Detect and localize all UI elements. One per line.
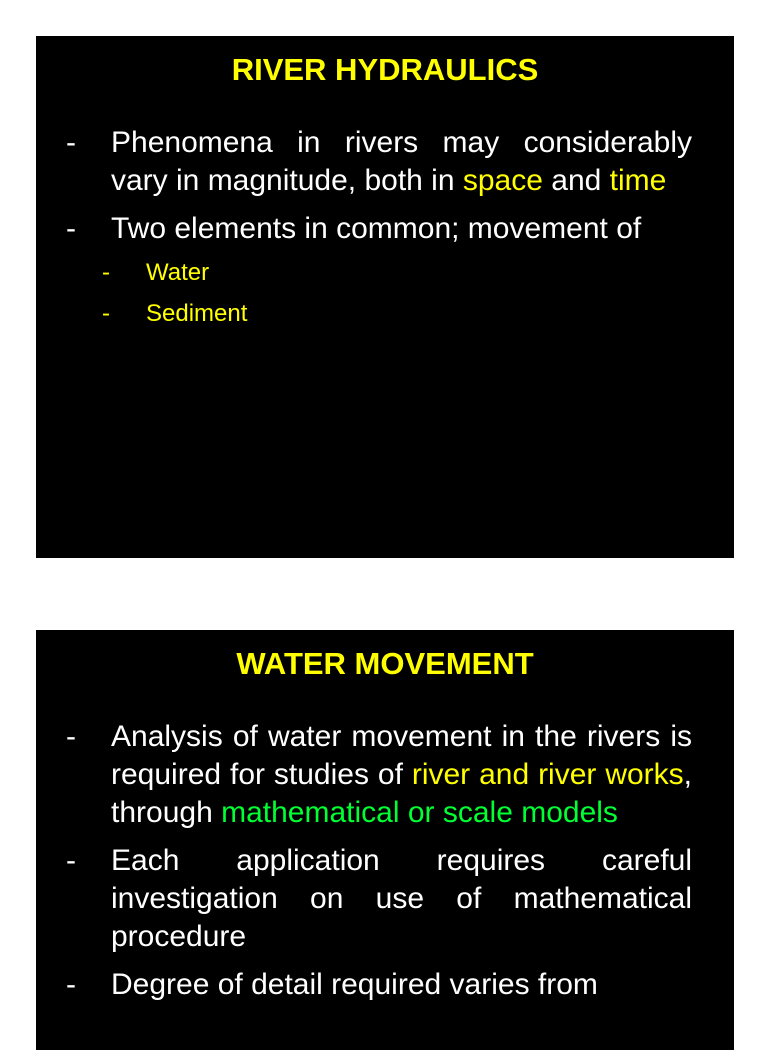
bullet-text: and	[542, 164, 610, 197]
bullet-item	[36, 842, 734, 956]
sub-bullet-item	[36, 299, 734, 329]
slide-title: WATER MOVEMENT	[236, 646, 534, 681]
highlight-river-works: river and river works	[411, 758, 684, 791]
sub-bullet-text: Sediment	[146, 300, 248, 327]
bullet-text: Each application requires careful investigation on use of mathematical procedure	[111, 844, 692, 953]
highlight-time: time	[609, 164, 667, 197]
bullet-text: Analysis of water movement in the rivers is required for studies of	[111, 720, 692, 791]
bullet-item	[36, 124, 734, 200]
bullet-dash: -	[66, 126, 76, 159]
bullet-text: Two elements in common; movement of	[111, 212, 642, 245]
slide-title: RIVER HYDRAULICS	[231, 52, 539, 87]
slide-water-movement	[36, 630, 734, 1050]
highlight-space: space	[462, 164, 543, 197]
bullet-dash: -	[66, 844, 76, 877]
bullet-dash: -	[66, 212, 76, 245]
sub-bullet-dash: -	[102, 300, 110, 327]
sub-bullet-item	[36, 258, 734, 288]
bullet-dash: -	[66, 720, 76, 753]
highlight-models: mathematical or scale models	[221, 796, 618, 829]
slide-river-hydraulics	[36, 36, 734, 558]
bullet-item	[36, 718, 734, 832]
bullet-item	[36, 966, 734, 1004]
bullet-text: , through	[111, 758, 693, 829]
sub-bullet-text: Water	[146, 259, 210, 286]
bullet-item	[36, 210, 734, 248]
bullet-text: Degree of detail required varies from	[111, 968, 598, 1001]
sub-bullet-dash: -	[102, 259, 110, 286]
bullet-list	[36, 718, 734, 1014]
bullet-text: Phenomena in rivers may considerably vary in magnitude, both in	[111, 126, 692, 197]
bullet-dash: -	[66, 968, 76, 1001]
bullet-list	[36, 124, 734, 340]
